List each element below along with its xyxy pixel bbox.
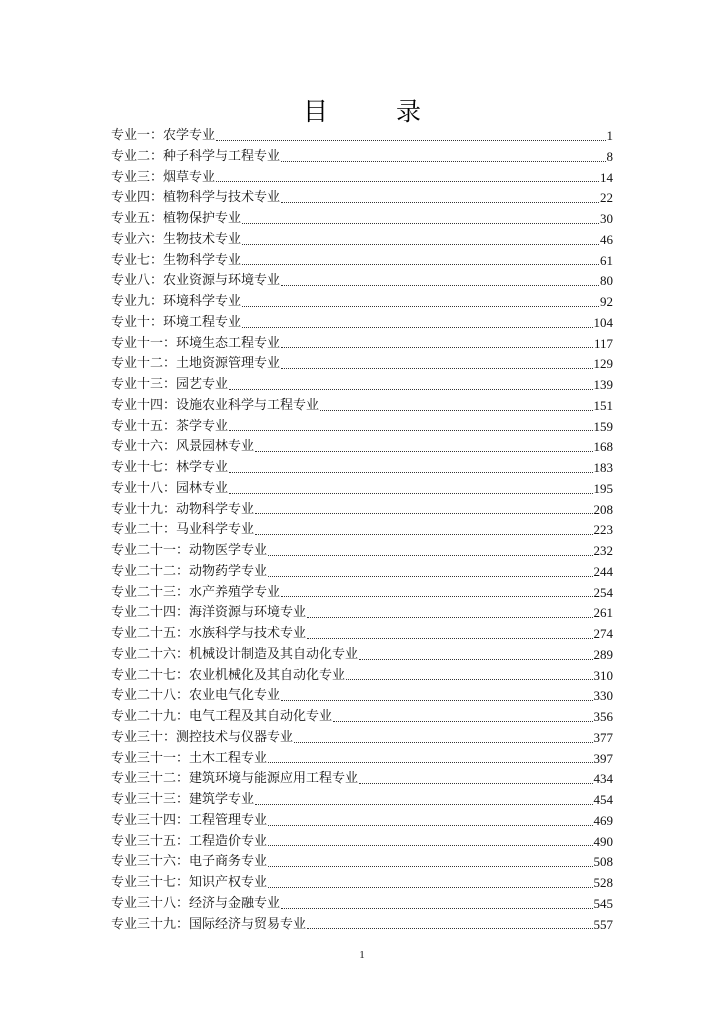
toc-entry-page: 1 (606, 128, 613, 143)
toc-entry-title: 专业六：生物技术专业 (111, 231, 242, 247)
toc-entry[interactable] (111, 188, 613, 209)
toc-entry-page: 545 (593, 895, 613, 911)
toc-entry-page: 261 (593, 605, 613, 621)
toc-entry[interactable] (111, 811, 613, 832)
toc-entry[interactable] (111, 354, 613, 375)
toc-entry-page: 232 (593, 543, 613, 558)
toc-dot-leader (229, 389, 592, 390)
toc-entry-title: 专业十八：园林专业 (111, 480, 229, 496)
toc-dot-leader (307, 928, 592, 929)
toc-entry-title: 专业二十：马业科学专业 (111, 522, 255, 538)
toc-entry-title: 专业十六：风景园林专业 (111, 439, 255, 455)
toc-dot-leader (281, 368, 592, 369)
toc-entry-page: 434 (593, 771, 613, 787)
toc-dot-leader (333, 721, 592, 722)
toc-dot-leader (229, 472, 592, 473)
toc-dot-leader (242, 327, 592, 328)
toc-entry[interactable] (111, 209, 613, 230)
toc-dot-leader (268, 866, 592, 867)
toc-dot-leader (255, 534, 592, 535)
toc-entry-page: 469 (593, 812, 613, 828)
toc-entry-page: 30 (600, 211, 613, 226)
toc-entry-title: 专业三十三：建筑学专业 (111, 792, 255, 807)
toc-entry-page: 244 (593, 563, 613, 579)
toc-dot-leader (281, 700, 592, 701)
toc-dot-leader (281, 347, 593, 348)
toc-dot-leader (255, 513, 592, 514)
toc-entry-title: 专业三十七：知识产权专业 (111, 875, 268, 890)
toc-entry-title: 专业四：植物科学与技术专业 (111, 190, 281, 206)
toc-dot-leader (268, 762, 592, 763)
toc-entry-title: 专业三十四：工程管理专业 (111, 812, 268, 828)
toc-dot-leader (281, 161, 605, 162)
table-of-contents (111, 126, 613, 935)
toc-entry-page: 22 (600, 190, 613, 206)
toc-entry-title: 专业一：农学专业 (111, 128, 216, 143)
toc-entry[interactable] (111, 396, 613, 417)
toc-entry-page: 159 (593, 418, 613, 434)
toc-entry-title: 专业七：生物科学专业 (111, 252, 242, 268)
toc-entry-page: 508 (593, 854, 613, 870)
toc-entry-page: 195 (593, 480, 613, 496)
toc-entry-title: 专业二十五：水族科学与技术专业 (111, 626, 307, 641)
toc-entry-page: 151 (593, 397, 613, 413)
toc-entry[interactable] (111, 334, 613, 355)
toc-dot-leader (242, 244, 599, 245)
toc-entry[interactable] (111, 915, 613, 936)
toc-entry[interactable] (111, 417, 613, 438)
toc-dot-leader (268, 555, 592, 556)
toc-entry-page: 377 (593, 729, 613, 745)
toc-entry-page: 80 (600, 273, 613, 289)
toc-entry-title: 专业二十一：动物医学专业 (111, 543, 268, 558)
toc-entry-page: 168 (593, 439, 613, 455)
toc-dot-leader (216, 140, 605, 141)
toc-dot-leader (242, 306, 599, 307)
toc-entry-title: 专业二十七：农业机械化及其自动化专业 (111, 667, 346, 683)
footer-page-number: 1 (359, 949, 365, 961)
toc-entry[interactable] (111, 666, 613, 687)
toc-dot-leader (281, 202, 599, 203)
toc-dot-leader (346, 679, 592, 680)
toc-entry[interactable] (111, 832, 613, 853)
toc-dot-leader (359, 783, 592, 784)
toc-entry-title: 专业十九：动物科学专业 (111, 501, 255, 517)
toc-entry[interactable] (111, 500, 613, 521)
toc-entry[interactable] (111, 479, 613, 500)
toc-entry-title: 专业二十九：电气工程及其自动化专业 (111, 709, 333, 724)
toc-entry-title: 专业三十五：工程造价专业 (111, 833, 268, 849)
toc-dot-leader (229, 430, 592, 431)
toc-dot-leader (229, 493, 592, 494)
toc-entry-title: 专业十二：土地资源管理专业 (111, 356, 281, 372)
toc-entry-title: 专业十七：林学专业 (111, 460, 229, 475)
toc-dot-leader (359, 659, 592, 660)
toc-entry[interactable] (111, 520, 613, 541)
toc-entry-title: 专业八：农业资源与环境专业 (111, 273, 281, 289)
toc-entry-page: 183 (593, 460, 613, 475)
toc-dot-leader (281, 596, 592, 597)
toc-dot-leader (216, 181, 599, 182)
toc-dot-leader (307, 638, 592, 639)
toc-entry-page: 208 (593, 501, 613, 517)
toc-dot-leader (307, 617, 592, 618)
toc-entry-title: 专业三十九：国际经济与贸易专业 (111, 916, 307, 932)
toc-entry-title: 专业五：植物保护专业 (111, 211, 242, 226)
toc-dot-leader (268, 576, 592, 577)
toc-entry[interactable] (111, 769, 613, 790)
toc-entry-title: 专业三十八：经济与金融专业 (111, 895, 281, 911)
toc-entry[interactable] (111, 230, 613, 251)
toc-entry-page: 254 (593, 584, 613, 600)
toc-entry[interactable] (111, 583, 613, 604)
toc-entry[interactable] (111, 852, 613, 873)
toc-entry[interactable] (111, 707, 613, 728)
toc-entry-title: 专业十：环境工程专业 (111, 314, 242, 330)
toc-entry-page: 454 (593, 792, 613, 807)
toc-entry[interactable] (111, 749, 613, 770)
toc-entry-title: 专业十三：园艺专业 (111, 377, 229, 392)
toc-entry[interactable] (111, 251, 613, 272)
toc-entry-title: 专业二十三：水产养殖学专业 (111, 584, 281, 600)
toc-entry-page: 330 (593, 688, 613, 704)
toc-entry-page: 490 (593, 833, 613, 849)
page-title: 目 录 (303, 97, 451, 126)
toc-entry-title: 专业三十：测控技术与仪器专业 (111, 729, 294, 745)
toc-entry-page: 274 (593, 626, 613, 641)
toc-entry[interactable] (111, 458, 613, 479)
toc-dot-leader (242, 223, 599, 224)
toc-entry-page: 117 (593, 335, 613, 351)
toc-entry-page: 92 (600, 294, 613, 309)
toc-entry-title: 专业三十一：土木工程专业 (111, 750, 268, 766)
toc-entry[interactable] (111, 292, 613, 313)
toc-entry-page: 8 (606, 148, 613, 164)
toc-entry-title: 专业二十八：农业电气化专业 (111, 688, 281, 704)
toc-entry-title: 专业十一：环境生态工程专业 (111, 335, 281, 351)
toc-entry[interactable] (111, 894, 613, 915)
toc-entry-title: 专业十五：茶学专业 (111, 418, 229, 434)
toc-entry-page: 104 (593, 314, 613, 330)
toc-entry-page: 46 (600, 231, 613, 247)
toc-entry[interactable] (111, 168, 613, 189)
toc-entry-title: 专业二十六：机械设计制造及其自动化专业 (111, 646, 359, 662)
toc-entry-page: 356 (593, 709, 613, 724)
toc-entry-page: 528 (593, 875, 613, 890)
toc-entry[interactable] (111, 873, 613, 894)
toc-dot-leader (320, 410, 592, 411)
toc-entry[interactable] (111, 126, 613, 147)
toc-dot-leader (268, 845, 592, 846)
toc-entry[interactable] (111, 728, 613, 749)
toc-entry-title: 专业二十二：动物药学专业 (111, 563, 268, 579)
toc-entry[interactable] (111, 147, 613, 168)
toc-entry-title: 专业三十六：电子商务专业 (111, 854, 268, 870)
toc-entry[interactable] (111, 790, 613, 811)
toc-entry[interactable] (111, 645, 613, 666)
toc-entry-title: 专业三十二：建筑环境与能源应用工程专业 (111, 771, 359, 787)
toc-entry-page: 397 (593, 750, 613, 766)
toc-entry-title: 专业九：环境科学专业 (111, 294, 242, 309)
toc-entry-page: 223 (593, 522, 613, 538)
toc-entry-page: 310 (593, 667, 613, 683)
toc-entry[interactable] (111, 562, 613, 583)
toc-entry-page: 139 (593, 377, 613, 392)
toc-entry-page: 557 (593, 916, 613, 932)
toc-entry[interactable] (111, 375, 613, 396)
toc-entry-title: 专业二十四：海洋资源与环境专业 (111, 605, 307, 621)
toc-entry[interactable] (111, 624, 613, 645)
toc-entry[interactable] (111, 541, 613, 562)
toc-entry-page: 289 (593, 646, 613, 662)
toc-entry[interactable] (111, 271, 613, 292)
toc-entry-page: 129 (593, 356, 613, 372)
toc-dot-leader (268, 825, 592, 826)
toc-dot-leader (281, 285, 599, 286)
toc-dot-leader (294, 742, 592, 743)
toc-entry[interactable] (111, 686, 613, 707)
toc-entry-title: 专业十四：设施农业科学与工程专业 (111, 397, 320, 413)
toc-dot-leader (255, 804, 592, 805)
toc-entry[interactable] (111, 313, 613, 334)
toc-entry-title: 专业二：种子科学与工程专业 (111, 148, 281, 164)
toc-entry-title: 专业三：烟草专业 (111, 169, 216, 185)
toc-dot-leader (268, 887, 592, 888)
toc-entry[interactable] (111, 437, 613, 458)
toc-entry[interactable] (111, 603, 613, 624)
toc-entry-page: 14 (600, 169, 613, 185)
toc-entry-page: 61 (600, 252, 613, 268)
toc-dot-leader (281, 908, 592, 909)
toc-dot-leader (242, 264, 599, 265)
toc-dot-leader (255, 451, 592, 452)
